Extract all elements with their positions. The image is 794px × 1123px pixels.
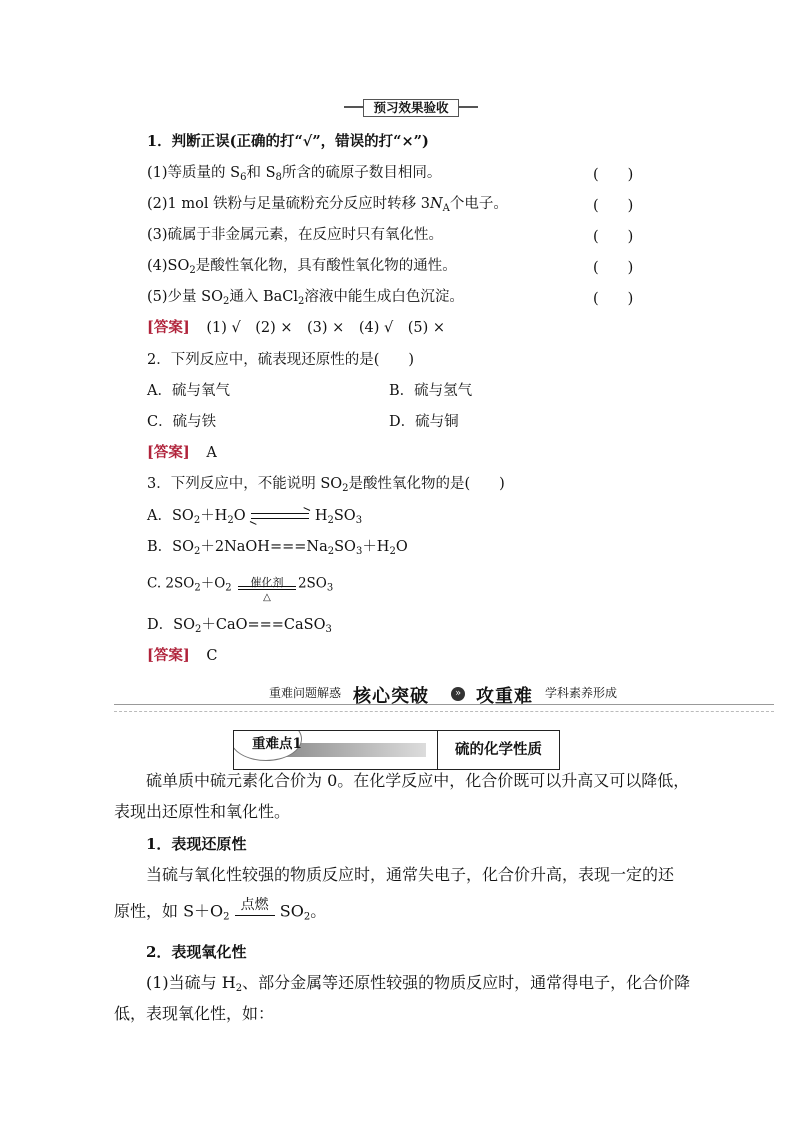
body-paragraph-3-line-2: 低，表现氧化性，如： xyxy=(114,1004,275,1023)
key-point-title: 硫的化学性质 xyxy=(455,741,542,758)
ignite-arrow-icon: 点燃 xyxy=(235,898,275,926)
q3-option-b: B．$SO_2+2NaOH===Na_2SO_3+H_2O$ xyxy=(147,539,408,557)
q1-item-4: $(4)SO_2$是酸性氧化物，具有酸性氧化物的通性。 xyxy=(147,258,457,276)
chevron-right-icon: » xyxy=(451,687,465,701)
q3-answer: [答案] C xyxy=(147,647,218,664)
banner-right-text: 学科素养形成 xyxy=(545,686,618,700)
q1-stem: 1．判断正误(正确的打“√”，错误的打“×”) xyxy=(147,133,429,150)
q1-item-1: (1)等质量的 $S_6$和 $S_8$所含的硫原子数目相同。 xyxy=(147,165,442,183)
banner-rule xyxy=(114,704,774,712)
q1-answer: [答案] (1) √ (2) × (3) × (4) √ (5) × xyxy=(147,319,446,336)
q2-option-a: A．硫与氧气 xyxy=(147,383,230,399)
key-point-box xyxy=(233,730,560,770)
answer-label: [答案] xyxy=(147,444,190,461)
subheading-reducing: 1．表现还原性 xyxy=(146,835,247,853)
q3-option-a: A．$SO_2+H_2O$ $H_2SO_3$ xyxy=(147,508,363,526)
q1-item-3-blank: ( ) xyxy=(593,229,634,245)
q1-item-4-blank: ( ) xyxy=(593,260,634,276)
body-paragraph-1-line-1: 硫单质中硫元素化合价为 0。在化学反应中，化合价既可以升高又可以降低， xyxy=(146,771,690,790)
q2-option-b: B．硫与氢气 xyxy=(389,383,473,399)
q2-stem: 2．下列反应中，硫表现还原性的是( ) xyxy=(147,352,415,368)
q1-item-2-blank: ( ) xyxy=(593,198,634,214)
catalyst-heat-arrow-icon: $\frac{\text{催化剂}}{\triangle}$ xyxy=(236,573,298,595)
key-point-label-cell xyxy=(234,731,438,769)
q3-option-d: D．$SO_2+CaO===CaSO_3$ xyxy=(147,617,332,635)
header-label: 预习效果验收 xyxy=(363,99,459,117)
subheading-oxidizing: 2．表现氧化性 xyxy=(146,943,247,961)
reversible-arrow-icon xyxy=(251,511,309,521)
q1-item-2: (2)1 mol 铁粉与足量硫粉充分反应时转移 $3N_A$个电子。 xyxy=(147,196,508,214)
body-paragraph-3-line-1: (1)当硫与 $H_2$、部分金属等还原性较强的物质反应时，通常得电子，化合价降 xyxy=(146,973,691,994)
answer-label: [答案] xyxy=(147,647,190,664)
q1-item-5: (5)少量 $SO_2$通入 BaCl$_2$溶液中能生成白色沉淀。 xyxy=(147,289,464,307)
q2-option-c: C．硫与铁 xyxy=(147,414,217,430)
banner-left-text: 重难问题解惑 xyxy=(269,686,342,700)
q1-item-5-blank: ( ) xyxy=(593,291,634,307)
body-paragraph-2-line-1: 当硫与氧化性较强的物质反应时，通常失电子，化合价升高，表现一定的还 xyxy=(146,865,675,884)
q3-option-c: C. $2SO_2+O_2$ $\frac{\text{催化剂}}{\triangle}$ $2SO_3$ xyxy=(147,573,333,595)
q1-item-1-blank: ( ) xyxy=(593,167,634,183)
key-point-label: 重难点1 xyxy=(252,736,302,752)
body-paragraph-2-line-2: 原性，如 $S+O_2$ 点燃 $SO_2$。 xyxy=(114,898,326,926)
q1-item-3: (3)硫属于非金属元素，在反应时只有氧化性。 xyxy=(147,227,444,243)
answer-label: [答案] xyxy=(147,319,190,336)
q3-stem: 3．下列反应中，不能说明 $SO_2$是酸性氧化物的是( ) xyxy=(147,476,505,494)
q2-option-d: D．硫与铜 xyxy=(389,414,459,430)
section-header-tab xyxy=(344,99,478,116)
banner-title-2: 攻重难 xyxy=(476,686,533,707)
section-banner xyxy=(114,684,774,710)
q2-answer: [答案] A xyxy=(147,444,217,461)
banner-title-1: 核心突破 xyxy=(353,686,429,707)
body-paragraph-1-line-2: 表现出还原性和氧化性。 xyxy=(114,802,291,821)
